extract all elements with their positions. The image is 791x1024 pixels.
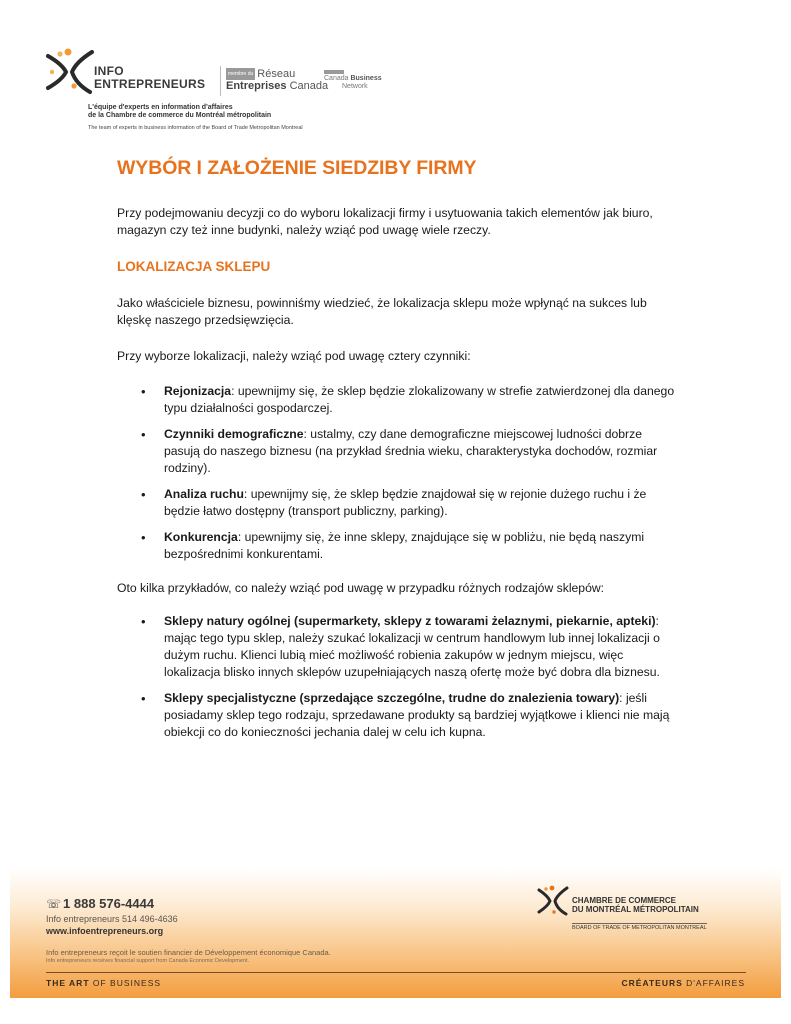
cbn-line-2: Network — [342, 83, 368, 90]
art-a: THE ART — [46, 978, 90, 988]
section-heading: LOKALIZACJA SKLEPU — [117, 259, 271, 274]
canada-business-network-logo — [324, 70, 382, 91]
list-item — [117, 486, 677, 520]
ccmm-line-2: DU MONTRÉAL MÉTROPOLITAIN — [572, 905, 699, 914]
art-b: OF BUSINESS — [89, 978, 162, 988]
list-item — [117, 426, 677, 477]
crea-b: D'AFFAIRES — [682, 978, 745, 988]
header-divider — [220, 66, 221, 96]
factor-text: : upewnijmy się, że sklep będzie zlokalizowany w strefie zatwierdzonej dla danego typu działalności gospodarczej. — [164, 384, 675, 415]
paragraph-1: Jako właściciele biznesu, powinniśmy wiedzieć, że lokalizacja sklepu może wpłynąć na sukces lub klęskę naszego przedsięwzięcia. — [117, 296, 647, 327]
factor-term: Konkurencja — [164, 530, 238, 544]
reseau-entreprises-logo — [226, 68, 328, 92]
website-link[interactable]: www.infoentrepreneurs.org — [46, 926, 164, 936]
store-type-text: : mając tego typu sklep, należy szukać lokalizacji w centrum handlowym lub innej lokalizacji o dużym ruchu. Klienci lubią mieć możliwość robienia zakupów w jednym miejscu, więc lokalizacja blisko innych sklepów uzupełniających naszą ofertę może być dobra dla biznesu. — [164, 614, 660, 679]
createurs-daffaires — [622, 978, 745, 988]
funding-note-en: Info entrepreneurs receives financial support from Canada Economic Development. — [46, 958, 249, 964]
art-of-business — [46, 978, 161, 988]
brand-name — [94, 65, 205, 91]
footer-divider — [46, 972, 746, 973]
info-line: Info entrepreneurs 514 496-4636 — [46, 914, 178, 924]
reseau-line-2b: Canada — [286, 80, 329, 93]
factor-term: Czynniki demograficzne — [164, 427, 304, 441]
ccmm-logo — [536, 884, 776, 934]
list-item — [117, 529, 677, 563]
factor-term: Analiza ruchu — [164, 487, 244, 501]
list-item — [117, 690, 677, 741]
ccmm-line-3: BOARD OF TRADE OF METROPOLITAN MONTREAL — [572, 925, 707, 931]
list-item — [117, 383, 677, 417]
ccmm-logo-icon — [536, 884, 570, 918]
factors-list — [117, 383, 677, 572]
factor-text: : upewnijmy się, że inne sklepy, znajdujące się w pobliżu, nie będą naszymi bezpośrednimi konkurentami. — [164, 530, 645, 561]
store-type-text: : jeśli posiadamy sklep tego rodzaju, sprzedawane produkty są bardziej wyjątkowe i klienci nie mają obiekcji co do konieczności jechania dalej w celu ich kupna. — [164, 691, 670, 739]
list-item — [117, 613, 677, 681]
store-types-list — [117, 613, 677, 750]
header-logo-block — [44, 44, 404, 136]
crea-a: CRÉATEURS — [621, 978, 683, 988]
page-title: WYBÓR I ZAŁOŻENIE SIEDZIBY FIRMY — [117, 157, 477, 179]
paragraph-3: Oto kilka przykładów, co należy wziąć pod uwagę w przypadku różnych rodzajów sklepów: — [117, 581, 605, 595]
cbn-line-1b: Business — [348, 75, 382, 82]
phone-text: 1 888 576-4444 — [63, 896, 155, 911]
factor-text: : ustalmy, czy dane demograficzne miejscowej ludności dobrze pasują do naszego biznesu (na przykład średnia wieku, charakterystyka dochodów, rozmiar rodziny). — [164, 427, 658, 475]
tagline-en: The team of experts in business information of the Board of Trade Metropolitan Montreal — [88, 125, 303, 131]
paragraph-2: Przy wyborze lokalizacji, należy wziąć pod uwagę cztery czynniki: — [117, 349, 471, 363]
store-type-term: Sklepy natury ogólnej (supermarkety, sklepy z towarami żelaznymi, piekarnie, apteki) — [164, 614, 656, 628]
intro-paragraph: Przy podejmowaniu decyzji co do wyboru lokalizacji firmy i usytuowania takich elementów jak biuro, magazyn czy też inne budynki, należy wziąć pod uwagę wiele rzeczy. — [117, 206, 653, 237]
funding-note-fr: Info entrepreneurs reçoit le soutien financier de Développement économique Canada. — [46, 948, 331, 957]
tagline-fr — [88, 104, 271, 120]
reseau-line-1: Réseau — [257, 68, 296, 80]
ccmm-name — [572, 896, 699, 914]
tagline-fr-2: de la Chambre de commerce du Montréal métropolitain — [88, 112, 272, 119]
phone-number — [46, 896, 154, 911]
cbn-flag-icon — [324, 70, 344, 74]
ccmm-line-1: CHAMBRE DE COMMERCE — [572, 896, 676, 905]
factor-text: : upewnijmy się, że sklep będzie znajdował się w rejonie dużego ruchu i że będzie łatwo dostępny (transport publiczny, parking). — [164, 487, 647, 518]
brand-line-2: ENTREPRENEURS — [94, 77, 206, 91]
factor-term: Rejonizacja — [164, 384, 232, 398]
tagline-fr-1: L'équipe d'experts en information d'affaires — [88, 104, 233, 111]
footer-banner — [10, 868, 781, 998]
store-type-term: Sklepy specjalistyczne (sprzedające szczególne, trudne do znalezienia towary) — [164, 691, 620, 705]
brand-line-1: INFO — [94, 64, 124, 78]
phone-icon: ☏ — [46, 897, 62, 911]
reseau-tag: membre du — [226, 68, 255, 80]
cbn-line-1: Canada — [324, 75, 349, 82]
reseau-line-2a: Entreprises — [226, 80, 287, 93]
info-entrepreneurs-logo-icon — [44, 46, 96, 98]
